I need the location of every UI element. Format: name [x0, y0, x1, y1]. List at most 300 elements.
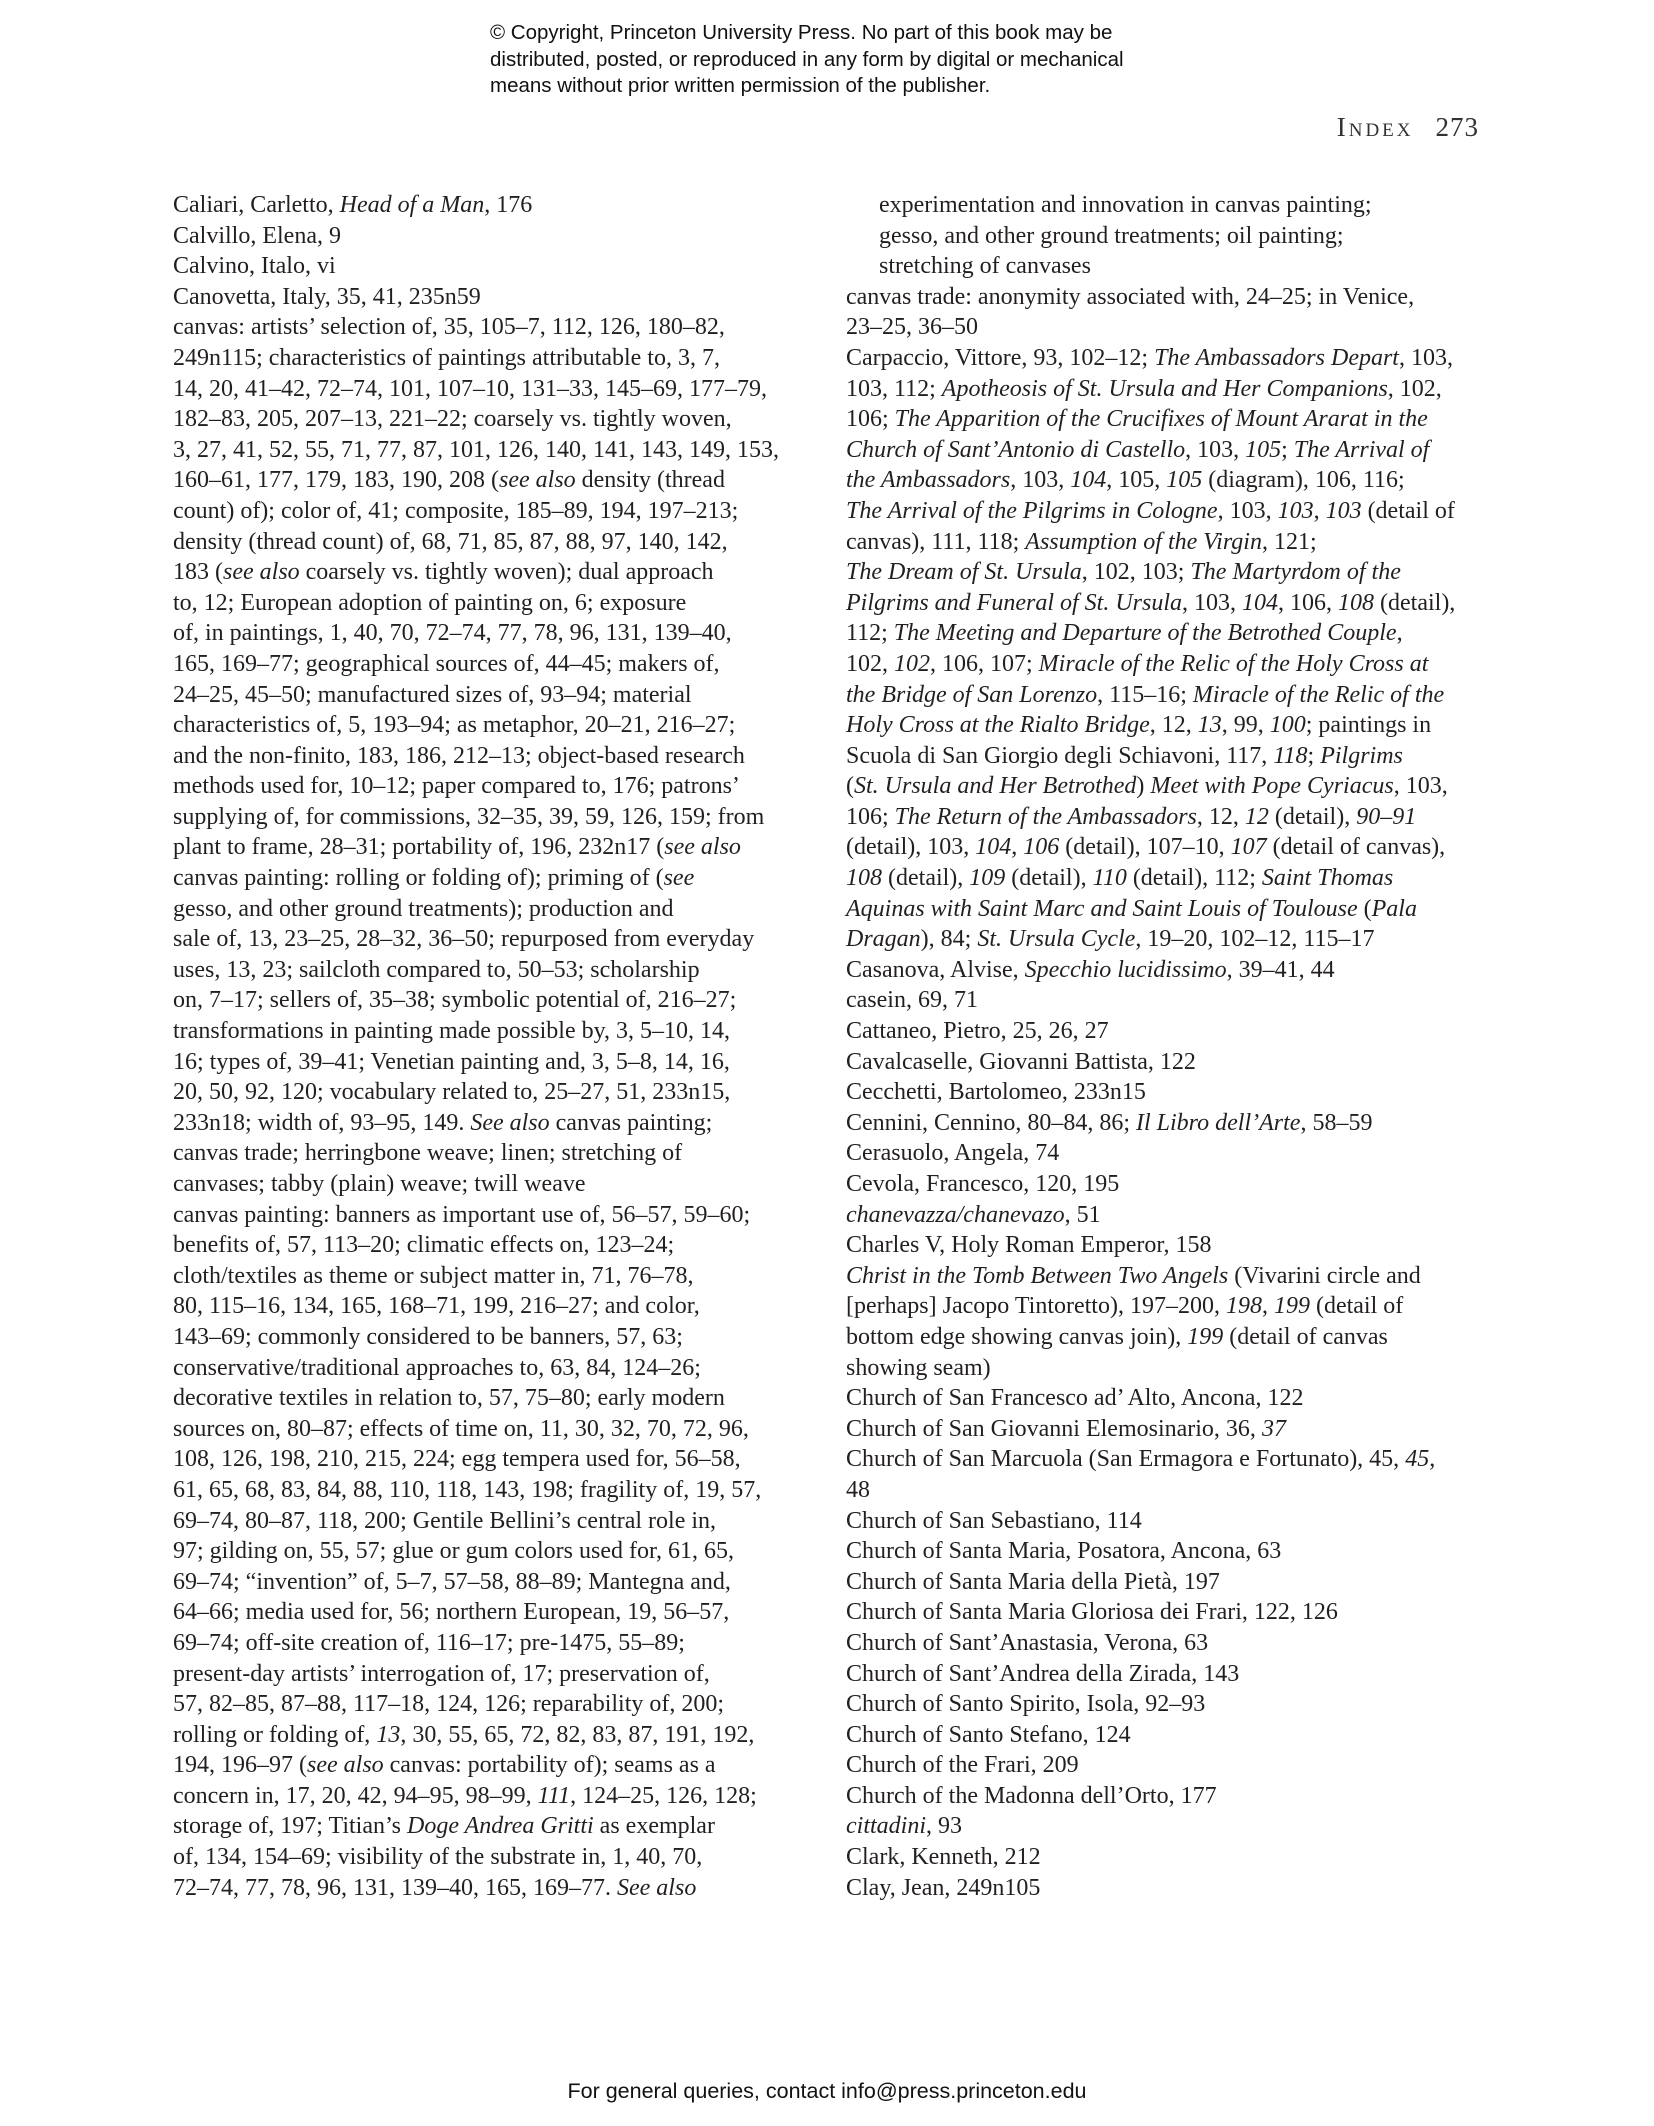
italic-text: Dragan — [846, 926, 921, 953]
text: Calvillo, Elena, 9 — [173, 222, 341, 249]
text: Casanova, Alvise, — [846, 956, 1025, 983]
index-entry-line — [846, 1414, 1486, 1445]
italic-text: 199 — [1187, 1323, 1224, 1350]
index-entry-line — [846, 1567, 1486, 1598]
index-entry-line — [846, 1169, 1486, 1200]
index-entry-line — [846, 282, 1486, 313]
italic-text: Doge Andrea Gritti — [407, 1813, 594, 1840]
index-entry-line — [846, 1475, 1486, 1506]
index-entry-line — [879, 221, 1486, 252]
text: Canovetta, Italy, 35, 41, 235n59 — [173, 283, 481, 310]
index-entry-line — [846, 1444, 1486, 1475]
index-entry-line — [173, 496, 813, 527]
index-entry-line — [846, 1536, 1486, 1567]
italic-text: 107 — [1230, 834, 1267, 861]
index-entry-line — [173, 1475, 813, 1506]
index-entry-line — [173, 1383, 813, 1414]
index-entry — [846, 1567, 1486, 1598]
text: Church of San Francesco ad’ Alto, Ancona, 122 — [846, 1385, 1304, 1412]
index-entry — [846, 1750, 1486, 1781]
text: Church of the Madonna dell’Orto, 177 — [846, 1782, 1217, 1809]
index-entry-line — [173, 894, 813, 925]
index-entry-line — [846, 1597, 1486, 1628]
index-entry-line — [846, 1628, 1486, 1659]
index-entry — [846, 1689, 1486, 1720]
italic-text: 102 — [894, 650, 930, 677]
index-entry-line — [846, 649, 1486, 680]
index-entry-line — [173, 1811, 813, 1842]
copyright-line: © Copyright, Princeton University Press. No part of this book may be — [490, 21, 1113, 44]
italic-text: Aquinas with Saint Marc and Saint Louis of Toulouse — [846, 895, 1358, 922]
index-entry-line — [173, 1414, 813, 1445]
index-entry-line — [173, 221, 813, 252]
italic-text: Miracle of the Relic of the Holy Cross at — [1038, 650, 1429, 677]
text: 165, 169–77; geographical sources of, 44–45; makers of, — [173, 650, 720, 677]
running-head-label: Index — [1336, 112, 1414, 142]
index-entry-line — [173, 1873, 813, 1904]
italic-text: St. Ursula Cycle — [977, 926, 1136, 953]
index-entry-line — [846, 1138, 1486, 1169]
text: cloth/textiles as theme or subject matter in, 71, 76–78, — [173, 1262, 694, 1289]
italic-text: chanevazza/chanevazo — [846, 1201, 1065, 1228]
text: concern in, 17, 20, 42, 94–95, 98–99, — [173, 1782, 538, 1809]
index-entry-line — [173, 1597, 813, 1628]
text: 20, 50, 92, 120; vocabulary related to, 25–27, 51, 233n15, — [173, 1079, 731, 1106]
index-entry-line — [846, 435, 1486, 466]
text: (detail), 107–10, — [1059, 834, 1231, 861]
running-head — [1337, 112, 1479, 143]
text: 64–66; media used for, 56; northern European, 19, 56–57, — [173, 1599, 730, 1626]
text: Church of San Marcuola (San Ermagora e Fortunato), 45, — [846, 1446, 1406, 1473]
copyright-line: means without prior written permission of the publisher. — [490, 74, 991, 97]
text: Cennini, Cennino, 80–84, 86; — [846, 1109, 1136, 1136]
italic-text: Il Libro dell’Arte — [1136, 1109, 1301, 1136]
text: Scuola di San Giorgio degli Schiavoni, 117, — [846, 742, 1274, 769]
text: 57, 82–85, 87–88, 117–18, 124, 126; reparability of, 200; — [173, 1691, 725, 1718]
italic-text: 103 — [1325, 497, 1362, 524]
text: , 176 — [484, 192, 533, 218]
text: and the non-finito, 183, 186, 212–13; object-based research — [173, 742, 745, 769]
index-entry-line — [173, 527, 813, 558]
text: canvas trade: anonymity associated with, 24–25; in Venice, — [846, 283, 1415, 310]
italic-text: Holy Cross at the Rialto Bridge — [846, 712, 1150, 739]
text: (detail), 112; — [1126, 865, 1262, 892]
index-entry-line — [173, 1138, 813, 1169]
italic-text: 110 — [1092, 865, 1127, 892]
index-entry — [846, 1200, 1486, 1231]
index-entry — [846, 1108, 1486, 1139]
index-entry-line — [173, 435, 813, 466]
index-entry-line — [173, 741, 813, 772]
italic-text: The Ambassadors Depart — [1154, 344, 1399, 371]
text: of, 134, 154–69; visibility of the substrate in, 1, 40, 70, — [173, 1844, 703, 1871]
index-entry-line — [173, 680, 813, 711]
index-entry-line — [846, 465, 1486, 496]
text: (detail), 103, — [846, 834, 976, 861]
text: 48 — [846, 1476, 870, 1503]
index-entry-line — [173, 190, 813, 221]
index-entry-line — [173, 1169, 813, 1200]
text: 182–83, 205, 207–13, 221–22; coarsely vs. tightly woven, — [173, 406, 732, 433]
text: Cattaneo, Pietro, 25, 26, 27 — [846, 1018, 1109, 1045]
index-entry-line — [846, 1047, 1486, 1078]
index-entry-line — [846, 1842, 1486, 1873]
index-entry — [846, 1047, 1486, 1078]
text: on, 7–17; sellers of, 35–38; symbolic potential of, 216–27; — [173, 987, 737, 1014]
index-entry — [173, 1200, 813, 1904]
text: Cecchetti, Bartolomeo, 233n15 — [846, 1079, 1146, 1106]
index-entry-line — [173, 832, 813, 863]
text: 69–74; “invention” of, 5–7, 57–58, 88–89; Mantegna and, — [173, 1568, 731, 1595]
index-entry — [846, 1536, 1486, 1567]
index-entry-line — [846, 1720, 1486, 1751]
index-entry-line — [846, 496, 1486, 527]
text: canvas), 111, 118; — [846, 528, 1026, 555]
text: bottom edge showing canvas join), — [846, 1323, 1188, 1350]
copyright-notice — [490, 20, 1250, 100]
text: [perhaps] Jacopo Tintoretto), 197–200, — [846, 1293, 1226, 1320]
text: , — [1429, 1446, 1436, 1473]
index-entry — [846, 1016, 1486, 1047]
text: canvas painting: banners as important use of, 56–57, 59–60; — [173, 1201, 751, 1228]
text: Clay, Jean, 249n105 — [846, 1874, 1041, 1901]
index-entry-line — [846, 1811, 1486, 1842]
italic-text: Specchio lucidissimo — [1024, 956, 1227, 983]
index-entry-line — [846, 802, 1486, 833]
italic-text: the Ambassadors — [846, 467, 1011, 494]
text: Caliari, Carletto, — [173, 192, 340, 218]
index-entry-line — [846, 1200, 1486, 1231]
index-entry — [846, 1169, 1486, 1200]
index-entry-line — [173, 1322, 813, 1353]
text: Cavalcaselle, Giovanni Battista, 122 — [846, 1048, 1196, 1075]
index-entry-line — [846, 1659, 1486, 1690]
index-entry-line — [846, 343, 1486, 374]
italic-text: 13 — [1197, 712, 1222, 739]
text: , — [1011, 834, 1024, 861]
index-entry-line — [173, 1230, 813, 1261]
text: 14, 20, 41–42, 72–74, 101, 107–10, 131–33, 145–69, 177–79, — [173, 375, 767, 402]
italic-text: 111 — [537, 1782, 571, 1809]
text: density (thread — [575, 467, 725, 494]
italic-text: see also — [307, 1752, 384, 1779]
index-entry-line — [846, 832, 1486, 863]
text: Church of Santo Spirito, Isola, 92–93 — [846, 1691, 1206, 1718]
index-entry-line — [173, 955, 813, 986]
text: 80, 115–16, 134, 165, 168–71, 199, 216–27; and color, — [173, 1293, 700, 1320]
italic-text: 105 — [1245, 436, 1282, 463]
italic-text: 118 — [1273, 742, 1308, 769]
text: ; — [1307, 742, 1321, 769]
text: canvas painting; — [549, 1109, 713, 1136]
italic-text: 198 — [1225, 1293, 1262, 1320]
text: 106; — [846, 406, 895, 433]
index-entry-line — [173, 1353, 813, 1384]
index-entry-line — [173, 343, 813, 374]
text: conservative/traditional approaches to, 63, 84, 124–26; — [173, 1354, 701, 1381]
index-entry-line — [173, 1567, 813, 1598]
text: , 30, 55, 65, 72, 82, 83, 87, 191, 192, — [400, 1721, 755, 1748]
index-entry-line — [173, 1536, 813, 1567]
text: , 103, — [1010, 467, 1071, 494]
text: canvas: artists’ selection of, 35, 105–7, 112, 126, 180–82, — [173, 314, 725, 341]
text: 24–25, 45–50; manufactured sizes of, 93–94; material — [173, 681, 692, 708]
index-entry — [173, 312, 813, 1199]
text: (detail), — [1005, 865, 1093, 892]
italic-text: 104 — [1242, 589, 1279, 616]
index-entry-line — [173, 1047, 813, 1078]
index-entry-line — [846, 1291, 1486, 1322]
index-entry-line — [173, 710, 813, 741]
text: canvas trade; herringbone weave; linen; stretching of — [173, 1140, 683, 1167]
index-entry — [846, 1383, 1486, 1414]
italic-text: see also — [664, 834, 741, 861]
italic-text: 104 — [1070, 467, 1107, 494]
text: Charles V, Holy Roman Emperor, 158 — [846, 1232, 1212, 1259]
text: , — [1396, 620, 1403, 647]
italic-text: 106 — [1023, 834, 1060, 861]
italic-text: The Martyrdom of the — [1190, 559, 1401, 586]
text: , 12, — [1196, 803, 1245, 830]
index-entry — [846, 1720, 1486, 1751]
italic-text: 13 — [376, 1721, 401, 1748]
index-entry-line — [846, 771, 1486, 802]
italic-text: The Meeting and Departure of the Betrothed Couple — [893, 620, 1397, 647]
italic-text: Pilgrims and Funeral of St. Ursula — [846, 589, 1183, 616]
text: , 115–16; — [1097, 681, 1193, 708]
index-entry — [846, 1842, 1486, 1873]
text: , 103, — [1217, 497, 1278, 524]
italic-text: Christ in the Tomb Between Two Angels — [846, 1262, 1229, 1289]
index-entry-line — [846, 1353, 1486, 1384]
text: gesso, and other ground treatments); production and — [173, 895, 674, 922]
text: Clark, Kenneth, 212 — [846, 1844, 1041, 1871]
italic-text: See also — [617, 1874, 697, 1901]
italic-text: 108 — [846, 865, 882, 892]
italic-text: 100 — [1269, 712, 1306, 739]
text: Church of Santa Maria, Posatora, Ancona, 63 — [846, 1538, 1282, 1565]
index-entry-line — [173, 802, 813, 833]
text: , 93 — [926, 1813, 962, 1840]
text: 69–74, 80–87, 118, 200; Gentile Bellini’s central role in, — [173, 1507, 717, 1534]
text: 97; gilding on, 55, 57; glue or gum colors used for, 61, 65, — [173, 1538, 734, 1565]
text: , 103, — [1182, 589, 1243, 616]
index-entry-line — [846, 557, 1486, 588]
index-entry-line — [846, 618, 1486, 649]
text: Cevola, Francesco, 120, 195 — [846, 1171, 1120, 1197]
text: 61, 65, 68, 83, 84, 88, 110, 118, 143, 198; fragility of, 19, 57, — [173, 1476, 762, 1503]
index-entry-line — [173, 1750, 813, 1781]
index-entry-line — [173, 312, 813, 343]
text: , 51 — [1064, 1201, 1101, 1228]
index-entry — [846, 985, 1486, 1016]
index-entry-line — [879, 251, 1486, 282]
index-entry-line — [173, 1689, 813, 1720]
text: (detail), — [1374, 589, 1456, 616]
text: showing seam) — [846, 1354, 991, 1381]
text: (detail of — [1361, 497, 1455, 524]
text: , 103, — [1185, 436, 1246, 463]
text: transformations in painting made possible by, 3, 5–10, 14, — [173, 1018, 731, 1045]
italic-text: Pala — [1371, 895, 1417, 922]
text: coarsely vs. tightly woven); dual approach — [299, 559, 714, 586]
text: canvas painting: rolling or folding of); priming of ( — [173, 865, 664, 892]
text: Church of San Giovanni Elemosinario, 36, — [846, 1415, 1262, 1442]
index-entry-line — [846, 985, 1486, 1016]
index-entry-line — [173, 1781, 813, 1812]
index-entry-line — [173, 924, 813, 955]
index-entry-line — [173, 1720, 813, 1751]
text: ; paintings in — [1305, 712, 1432, 739]
text: Carpaccio, Vittore, 93, 102–12; — [846, 344, 1155, 371]
index-entry — [173, 221, 813, 252]
index-entry — [173, 190, 813, 221]
italic-text: Church of Sant’Antonio di Castello — [846, 436, 1186, 463]
text: 23–25, 36–50 — [846, 314, 978, 341]
text: 69–74; off-site creation of, 116–17; pre-1475, 55–89; — [173, 1629, 685, 1656]
index-entry-line — [846, 312, 1486, 343]
text: 72–74, 77, 78, 96, 131, 139–40, 165, 169–77. — [173, 1874, 617, 1901]
italic-text: The Apparition of the Crucifixes of Mount Ararat in the — [894, 406, 1428, 433]
italic-text: 104 — [975, 834, 1012, 861]
index-entry-line — [173, 1444, 813, 1475]
italic-text: 12 — [1244, 803, 1269, 830]
text: (detail), — [1268, 803, 1357, 830]
text: 112; — [846, 620, 894, 647]
index-entry — [846, 1138, 1486, 1169]
index-column-right — [846, 190, 1486, 1903]
text: experimentation and innovation in canvas painting; — [879, 192, 1372, 218]
text: (detail), — [882, 865, 970, 892]
text: , 19–20, 102–12, 115–17 — [1135, 926, 1375, 953]
index-entry-line — [846, 1230, 1486, 1261]
index-entry-line — [846, 1781, 1486, 1812]
index-entry — [846, 1261, 1486, 1383]
index-entry-line — [173, 771, 813, 802]
index-entry-line — [846, 1506, 1486, 1537]
text: characteristics of, 5, 193–94; as metaphor, 20–21, 216–27; — [173, 712, 736, 739]
index-entry — [846, 955, 1486, 986]
text: , 106, 107; — [930, 650, 1039, 677]
index-entry-line — [846, 924, 1486, 955]
footer-contact: For general queries, contact info@press.princeton.edu — [567, 2079, 1087, 2103]
index-entry — [846, 190, 1486, 282]
text: density (thread count) of, 68, 71, 85, 87, 88, 97, 140, 142, — [173, 528, 728, 555]
italic-text: The Arrival of — [1293, 436, 1430, 463]
index-entry-line — [173, 1628, 813, 1659]
text: canvas: portability of); seams as a — [383, 1752, 716, 1779]
italic-text: 108 — [1338, 589, 1375, 616]
text: , 106, — [1278, 589, 1339, 616]
index-entry-line — [846, 1261, 1486, 1292]
text: to, 12; European adoption of painting on, 6; exposure — [173, 589, 687, 616]
text: 143–69; commonly considered to be banners, 57, 63; — [173, 1323, 683, 1350]
text: 3, 27, 41, 52, 55, 71, 77, 87, 101, 126, 140, 141, 143, 149, 153, — [173, 436, 779, 463]
text: Church of Santa Maria della Pietà, 197 — [846, 1568, 1220, 1595]
text: uses, 13, 23; sailcloth compared to, 50–53; scholarship — [173, 956, 700, 983]
italic-text: see also — [499, 467, 576, 494]
italic-text: 199 — [1273, 1293, 1310, 1320]
index-entry — [846, 1230, 1486, 1261]
index-entry-line — [846, 1322, 1486, 1353]
index-entry-line — [846, 588, 1486, 619]
italic-text: see — [663, 865, 695, 892]
index-entry-line — [173, 1659, 813, 1690]
italic-text: Miracle of the Relic of the — [1192, 681, 1445, 708]
index-entry-line — [173, 1077, 813, 1108]
text: 103, 112; — [846, 375, 942, 402]
index-entry-line — [173, 465, 813, 496]
text: , — [1261, 1293, 1274, 1320]
text: 183 ( — [173, 559, 223, 586]
index-entry-line — [173, 1261, 813, 1292]
text: ( — [1357, 895, 1372, 922]
index-entry — [846, 1873, 1486, 1904]
index-entry-line — [846, 863, 1486, 894]
index-entry — [846, 1781, 1486, 1812]
italic-text: Head of a Man — [339, 192, 485, 218]
index-entry-line — [846, 374, 1486, 405]
text: Calvino, Italo, vi — [173, 253, 336, 280]
text: benefits of, 57, 113–20; climatic effects on, 123–24; — [173, 1232, 675, 1259]
italic-text: Meet with Pope Cyriacus — [1150, 773, 1394, 800]
text: 102, — [846, 650, 894, 677]
italic-text: St. Ursula and Her Betrothed — [854, 773, 1137, 800]
text: casein, 69, 71 — [846, 987, 978, 1014]
text: methods used for, 10–12; paper compared to, 176; patrons’ — [173, 773, 740, 800]
index-entry-line — [173, 1291, 813, 1322]
index-entry — [846, 1659, 1486, 1690]
text: present-day artists’ interrogation of, 17; preservation of, — [173, 1660, 710, 1687]
italic-text: Assumption of the Virgin — [1025, 528, 1262, 555]
text: 16; types of, 39–41; Venetian painting and, 3, 5–8, 14, 16, — [173, 1048, 730, 1075]
text: of, in paintings, 1, 40, 70, 72–74, 77, 78, 96, 131, 139–40, — [173, 620, 732, 647]
index-entry — [173, 282, 813, 313]
index-entry — [846, 1597, 1486, 1628]
text: ; — [1281, 436, 1294, 463]
index-entry-line — [173, 649, 813, 680]
text: canvases; tabby (plain) weave; twill weave — [173, 1171, 586, 1197]
index-entry-line — [173, 251, 813, 282]
index-entry-line — [846, 1077, 1486, 1108]
index-entry-line — [173, 404, 813, 435]
italic-text: 37 — [1261, 1415, 1286, 1442]
index-entry — [173, 251, 813, 282]
text: Church of Santo Stefano, 124 — [846, 1721, 1131, 1748]
text: 194, 196–97 ( — [173, 1752, 307, 1779]
text: ( — [846, 773, 854, 800]
italic-text: 90–91 — [1356, 803, 1417, 830]
text: 160–61, 177, 179, 183, 190, 208 ( — [173, 467, 499, 494]
index-entry-line — [846, 527, 1486, 558]
index-entry-line — [173, 557, 813, 588]
italic-text: 103 — [1277, 497, 1314, 524]
text: Church of Sant’Anastasia, Verona, 63 — [846, 1629, 1209, 1656]
index-entry-line — [846, 404, 1486, 435]
text: , 121; — [1261, 528, 1317, 555]
text: Church of Santa Maria Gloriosa dei Frari, 122, 126 — [846, 1599, 1338, 1626]
text: Church of San Sebastiano, 114 — [846, 1507, 1142, 1534]
text: Church of the Frari, 209 — [846, 1752, 1079, 1779]
index-entry-line — [846, 1873, 1486, 1904]
index-entry — [846, 1414, 1486, 1445]
text: plant to frame, 28–31; portability of, 196, 232n17 ( — [173, 834, 665, 861]
index-entry — [846, 343, 1486, 955]
text: stretching of canvases — [879, 253, 1091, 280]
italic-text: The Return of the Ambassadors — [894, 803, 1197, 830]
index-entry-line — [846, 741, 1486, 772]
text: storage of, 197; Titian’s — [173, 1813, 408, 1840]
